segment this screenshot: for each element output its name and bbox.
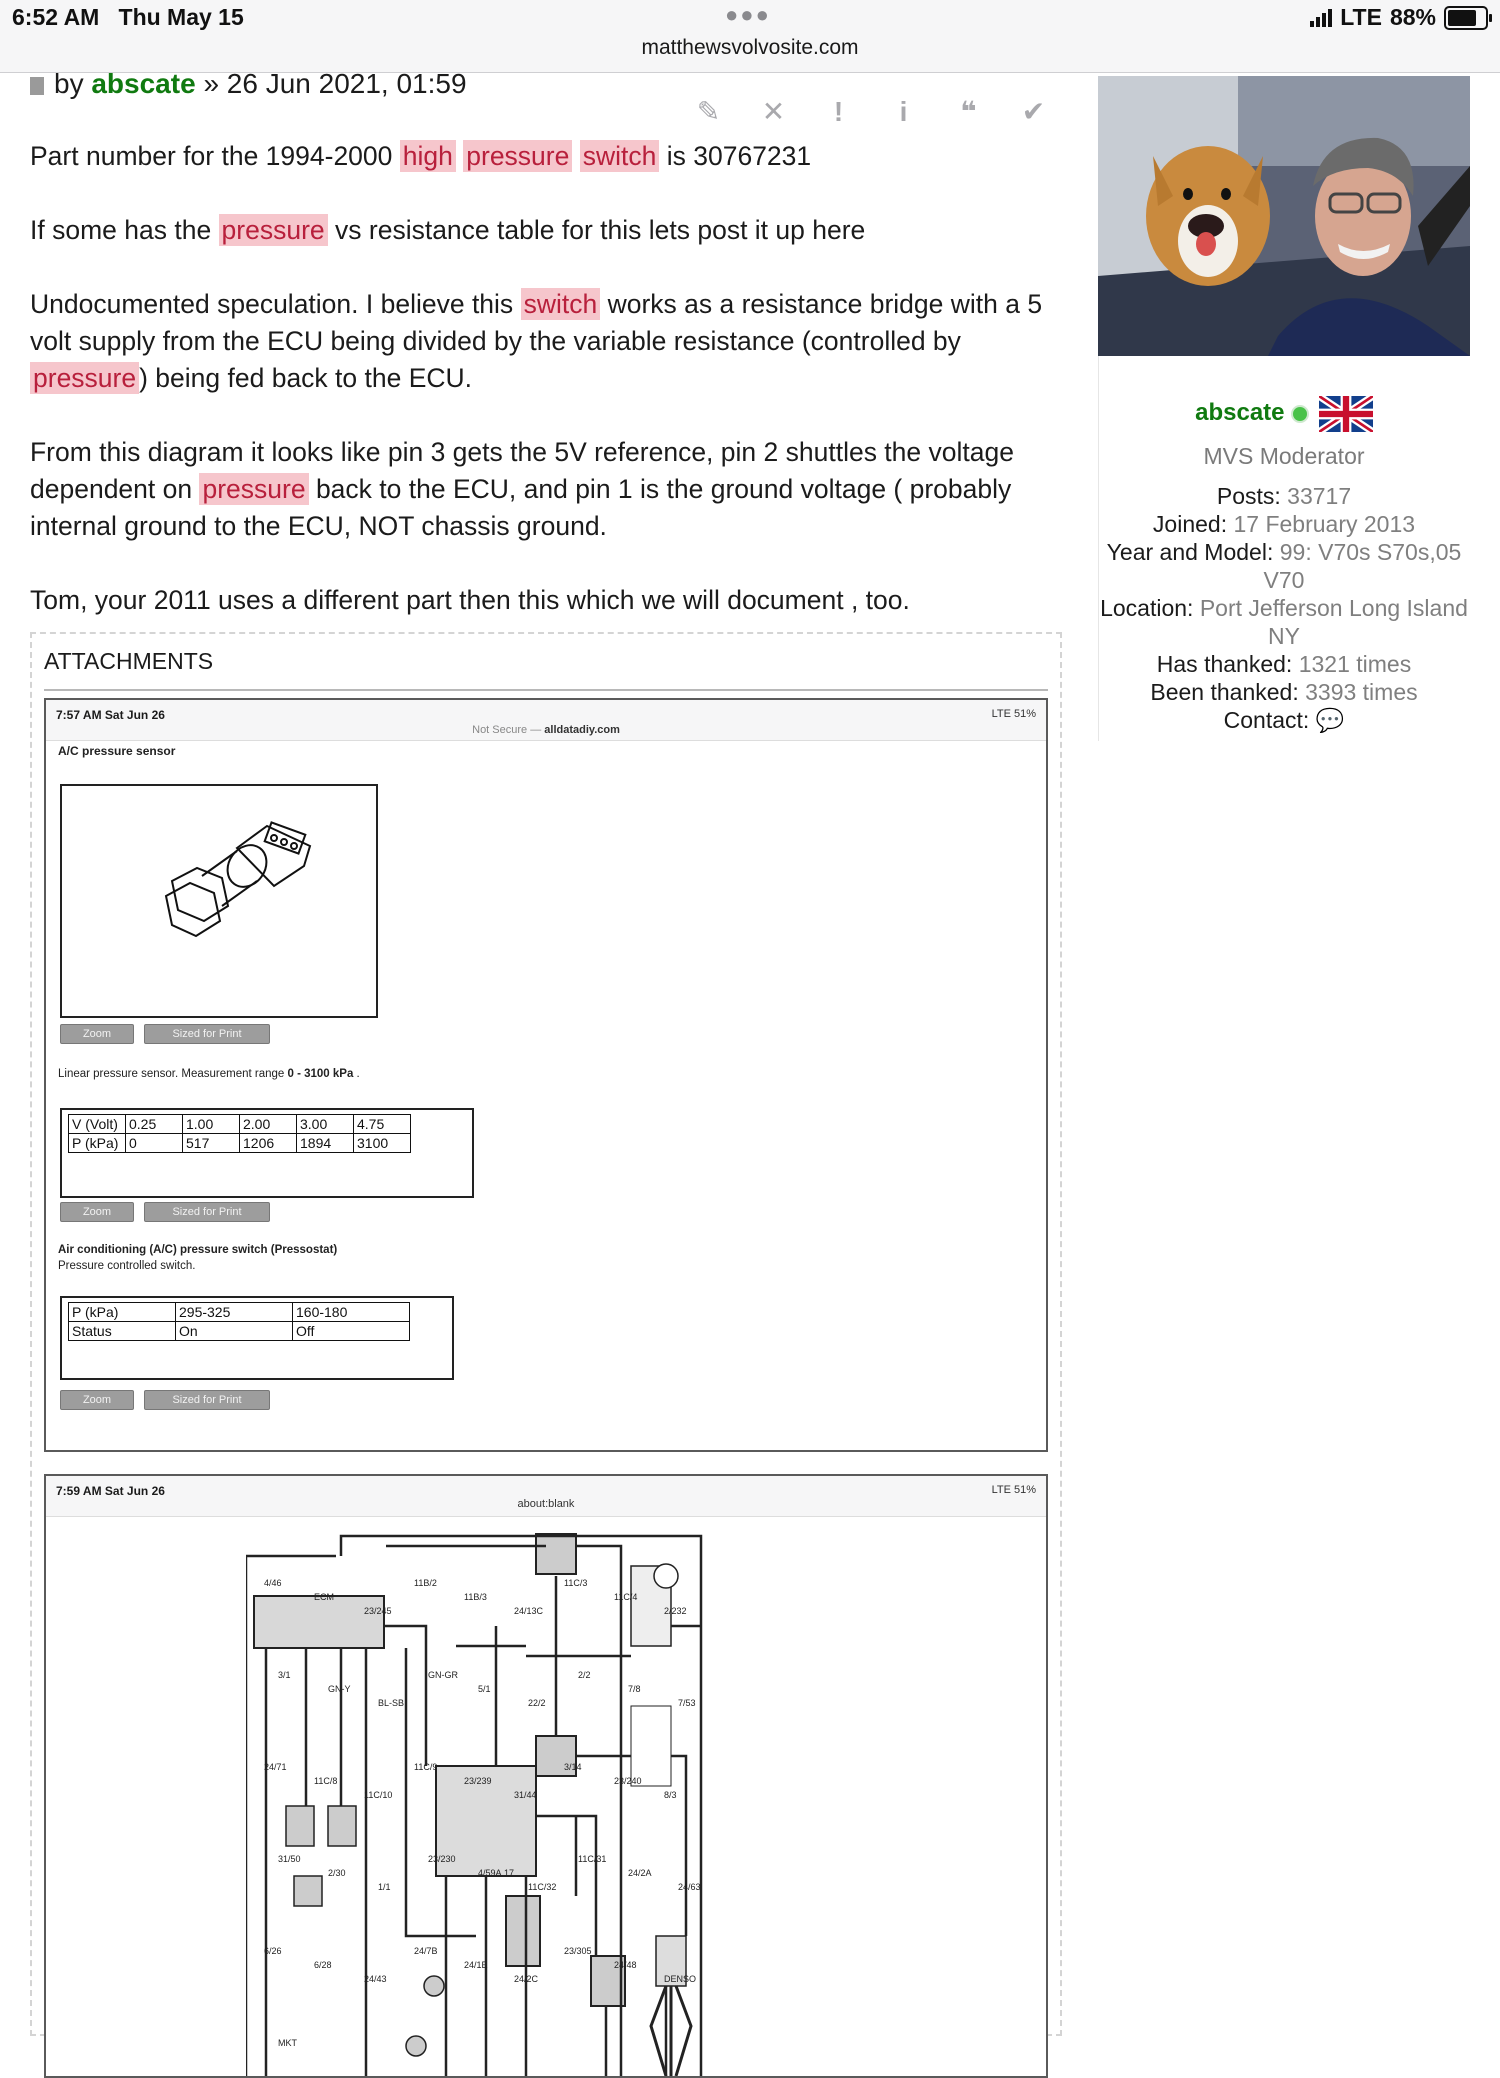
embedded-time: 7:59 AM Sat Jun 26 [56, 1484, 165, 1498]
diagram-label: 2/232 [664, 1606, 687, 1616]
diagram-label: 2/30 [328, 1868, 346, 1878]
sized-for-print-button[interactable]: Sized for Print [144, 1202, 270, 1222]
diagram-label: ECM [314, 1592, 334, 1602]
post-header [30, 68, 467, 100]
profile-stat-value: 99: V70s S70s,05 V70 [1263, 539, 1462, 593]
switch-table-frame [60, 1296, 454, 1380]
profile-stat-row [1098, 594, 1470, 650]
network-label: LTE [1340, 4, 1382, 30]
diagram-label: 11C/4 [614, 1592, 638, 1602]
sensor-block [294, 1876, 322, 1906]
post-text: works as a resistance bridge with a 5 volt supply from the ECU being divided by the variable resistance (controlled by [30, 289, 1043, 356]
post-text: is 30767231 [659, 141, 812, 171]
diagram-label: DENSO [664, 1974, 697, 1984]
table-cell: 4.75 [354, 1115, 411, 1134]
check-icon[interactable]: ✔ [1021, 96, 1046, 127]
diagram-label: 24/7B [414, 1946, 438, 1956]
diagram-label: 23/305 [564, 1946, 592, 1956]
post-text: back to the ECU, and pin 1 is the ground voltage ( probably internal ground to the ECU, NOT chassis ground. [30, 474, 1012, 541]
post-text: ) being fed back to the ECU. [139, 363, 473, 393]
diagram-label: 7/53 [678, 1698, 696, 1708]
avatar-photo [1098, 76, 1470, 356]
switch-heading: Air conditioning (A/C) pressure switch (Pressostat) [58, 1244, 338, 1256]
search-highlight: pressure [199, 473, 308, 505]
post-paragraph [30, 286, 1060, 397]
diagram-label: 24/63 [678, 1882, 701, 1892]
search-highlight: high [400, 140, 456, 172]
table-cell: 3.00 [297, 1115, 354, 1134]
user-avatar[interactable] [1098, 76, 1470, 356]
motor-icon [424, 1976, 444, 1996]
post-text: If some has the [30, 215, 219, 245]
diagram-label: 24/71 [264, 1762, 287, 1772]
diagram-label: 24/2A [628, 1868, 652, 1878]
diagram-label: 24/13C [514, 1606, 544, 1616]
table-cell: 1.00 [183, 1115, 240, 1134]
diagram-label: 22/2 [528, 1698, 546, 1708]
sensor-drawing [60, 784, 378, 1018]
profile-stat-value: 33717 [1287, 483, 1352, 509]
post-text: Undocumented speculation. I believe this [30, 289, 521, 319]
diagram-label: 11B/2 [414, 1578, 437, 1588]
diagram-label: BL-SB [378, 1698, 405, 1708]
post-paragraph [30, 138, 1060, 175]
table-row [69, 1322, 410, 1341]
profile-stats [1098, 482, 1470, 734]
table-cell: 0.25 [126, 1115, 183, 1134]
motor-icon [406, 2036, 426, 2056]
search-highlight: pressure [30, 362, 139, 394]
wire [671, 1756, 686, 1936]
sensor-heading: A/C pressure sensor [58, 744, 176, 758]
sensor-block [328, 1806, 356, 1846]
attachments-title: ATTACHMENTS [44, 648, 214, 674]
profile-stat-label: Posts: [1216, 483, 1281, 509]
diagram-label: 11B/3 [464, 1592, 487, 1602]
battery-percent: 88% [1389, 4, 1436, 30]
post-paragraph [30, 434, 1060, 545]
embedded-url: Not Secure — alldatadiy.com [472, 724, 620, 736]
embedded-url: about:blank [517, 1498, 575, 1510]
battery-icon [1444, 6, 1488, 30]
diagram-label: GN-Y [328, 1684, 351, 1694]
post-text [572, 141, 579, 171]
post-content [30, 138, 1060, 656]
profile-stat-row [1098, 650, 1470, 678]
connector-block [631, 1706, 671, 1786]
edit-icon[interactable]: ✎ [696, 96, 721, 127]
table-cell: 3100 [354, 1134, 411, 1153]
sized-for-print-button[interactable]: Sized for Print [144, 1390, 270, 1410]
diagram-label: 2/2 [578, 1670, 591, 1680]
profile-details [1098, 396, 1470, 734]
zoom-button[interactable]: Zoom [60, 1390, 134, 1410]
post-text: vs resistance table for this lets post it up here [327, 215, 866, 245]
wiring-diagram [246, 1516, 716, 2076]
post-icon [30, 77, 44, 95]
profile-stat-label: Year and Model: [1106, 539, 1274, 565]
post-paragraph [30, 582, 1060, 619]
search-highlight: pressure [463, 140, 572, 172]
search-highlight: switch [521, 288, 601, 320]
table-cell: P (kPa) [69, 1134, 126, 1153]
profile-stat-label: Contact: [1223, 707, 1310, 733]
profile-username-link[interactable]: abscate [1195, 399, 1285, 427]
table-cell: 517 [183, 1134, 240, 1153]
linear-sensor-text: Linear pressure sensor. Measurement range 0 - 3100 kPa . [58, 1068, 360, 1080]
diagram-label: 24/1E [464, 1960, 488, 1970]
uk-flag-icon [1319, 396, 1373, 432]
profile-stat-label: Joined: [1152, 511, 1228, 537]
ecm-block [254, 1596, 384, 1648]
diagram-label: 23/245 [364, 1606, 392, 1616]
diagram-label: 11C/32 [528, 1882, 557, 1892]
embedded-status-bar [46, 1476, 1046, 1517]
diagram-label: 6/26 [264, 1946, 282, 1956]
search-highlight: pressure [219, 214, 328, 246]
system-indicators [1310, 4, 1488, 31]
table-cell: 1894 [297, 1134, 354, 1153]
profile-stat-row [1098, 510, 1470, 538]
diagram-label: 4/46 [264, 1578, 282, 1588]
post-text: Tom, your 2011 uses a different part then this which we will document , too. [30, 585, 910, 615]
browser-status-bar [0, 0, 1500, 73]
table-cell: 0 [126, 1134, 183, 1153]
sensor-block [286, 1806, 314, 1846]
diagram-label: 24/2C [514, 1974, 539, 1984]
table-row [69, 1134, 411, 1153]
diagram-label: 23/230 [428, 1854, 456, 1864]
diagram-label: 3/14 [564, 1762, 582, 1772]
relay-block [506, 1896, 540, 1966]
embedded-indicators: LTE 51% [991, 1484, 1036, 1496]
diagram-label: 8/3 [664, 1790, 677, 1800]
voltage-pressure-table [68, 1114, 411, 1153]
profile-rank: MVS Moderator [1203, 443, 1365, 469]
battery-fill [1448, 10, 1476, 26]
attachment-image-2[interactable] [44, 1474, 1048, 2078]
profile-stat-value: 17 February 2013 [1233, 511, 1416, 537]
sized-for-print-button[interactable]: Sized for Print [144, 1024, 270, 1044]
attachments-box [30, 632, 1062, 2048]
info-icon[interactable]: i [899, 96, 908, 127]
diagram-label: 31/44 [514, 1790, 537, 1800]
table-cell: V (Volt) [69, 1115, 126, 1134]
diagram-label: 23/240 [614, 1776, 642, 1786]
voltage-table-frame [60, 1108, 474, 1198]
clock: 6:52 AM Thu May 15 [12, 4, 244, 30]
table-cell: 2.00 [240, 1115, 297, 1134]
diagram-label: 23/239 [464, 1776, 492, 1786]
embedded-indicators: LTE 51% [991, 708, 1036, 720]
diagram-label: 11C/10 [364, 1790, 393, 1800]
diagram-label: 11C/3 [564, 1578, 588, 1588]
diagram-label: 1/1 [378, 1882, 391, 1892]
quote-icon[interactable]: ❝ [960, 96, 977, 127]
table-cell: P (kPa) [69, 1303, 176, 1322]
switch-block [536, 1534, 576, 1574]
post-text: From this diagram it looks like pin 3 gets the 5V reference, pin 2 shuttles the voltage dependent on [30, 437, 1014, 504]
signal-icon [1310, 9, 1332, 27]
table-cell: On [176, 1322, 293, 1341]
diagram-label: 3/1 [278, 1670, 291, 1680]
profile-stat-value[interactable]: 3393 times [1305, 679, 1418, 705]
post-date: » 26 Jun 2021, 01:59 [203, 68, 467, 99]
profile-stat-row [1098, 538, 1470, 594]
profile-stat-label: Location: [1100, 595, 1194, 621]
switch-status-table [68, 1302, 410, 1341]
profile-stat-row [1098, 678, 1470, 706]
profile-stat-value[interactable]: 1321 times [1298, 651, 1412, 677]
diagram-label: 11C/8 [314, 1776, 338, 1786]
table-row [69, 1303, 410, 1322]
post-author-link[interactable]: abscate [91, 68, 196, 99]
profile-stat-row [1098, 706, 1470, 734]
address-bar[interactable]: matthewsvolvosite.com [641, 36, 859, 59]
table-cell: Off [293, 1322, 410, 1341]
diagram-label: 4/59A.17 [478, 1868, 515, 1878]
diagram-label: 24/48 [614, 1960, 637, 1970]
diagram-label: 11C/31 [578, 1854, 607, 1864]
by-label: by [54, 68, 84, 99]
attachments-divider [44, 689, 1048, 691]
diagram-label: 11C/9 [414, 1762, 438, 1772]
embedded-time: 7:57 AM Sat Jun 26 [56, 708, 165, 722]
post-paragraph [30, 212, 1060, 249]
profile-stat-value: Port Jefferson Long Island NY [1199, 595, 1468, 649]
embedded-status-bar [46, 700, 1046, 741]
more-dots-icon[interactable]: ●●● [725, 2, 771, 27]
diagram-label: 6/28 [314, 1960, 332, 1970]
zoom-button[interactable]: Zoom [60, 1024, 134, 1044]
delete-icon[interactable]: ✕ [761, 96, 786, 127]
attachment-image-1[interactable] [44, 698, 1048, 1452]
table-cell: 295-325 [176, 1303, 293, 1322]
pressure-sensor-illustration [62, 786, 376, 1016]
post-actions-toolbar [676, 92, 1066, 132]
diagram-label: 7/8 [628, 1684, 641, 1694]
search-highlight: switch [580, 140, 660, 172]
online-status-icon [1291, 405, 1309, 423]
table-cell: Status [69, 1322, 176, 1341]
gauge-icon [654, 1564, 678, 1588]
diagram-label: 5/1 [478, 1684, 491, 1694]
profile-stat-label: Been thanked: [1150, 679, 1299, 705]
report-icon[interactable]: ! [833, 96, 844, 127]
profile-stat-label: Has thanked: [1156, 651, 1293, 677]
diagram-label: 31/50 [278, 1854, 301, 1864]
diagram-label: GN-GR [428, 1670, 458, 1680]
contact-chat-icon[interactable]: 💬 [1315, 707, 1345, 733]
profile-stat-row [1098, 482, 1470, 510]
diagram-label: 24/43 [364, 1974, 387, 1984]
post-text: Part number for the 1994-2000 [30, 141, 400, 171]
diagram-label: MKT [278, 2038, 297, 2048]
table-row [69, 1115, 411, 1134]
table-cell: 1206 [240, 1134, 297, 1153]
table-cell: 160-180 [293, 1303, 410, 1322]
zoom-button[interactable]: Zoom [60, 1202, 134, 1222]
switch-subtext: Pressure controlled switch. [58, 1260, 196, 1272]
